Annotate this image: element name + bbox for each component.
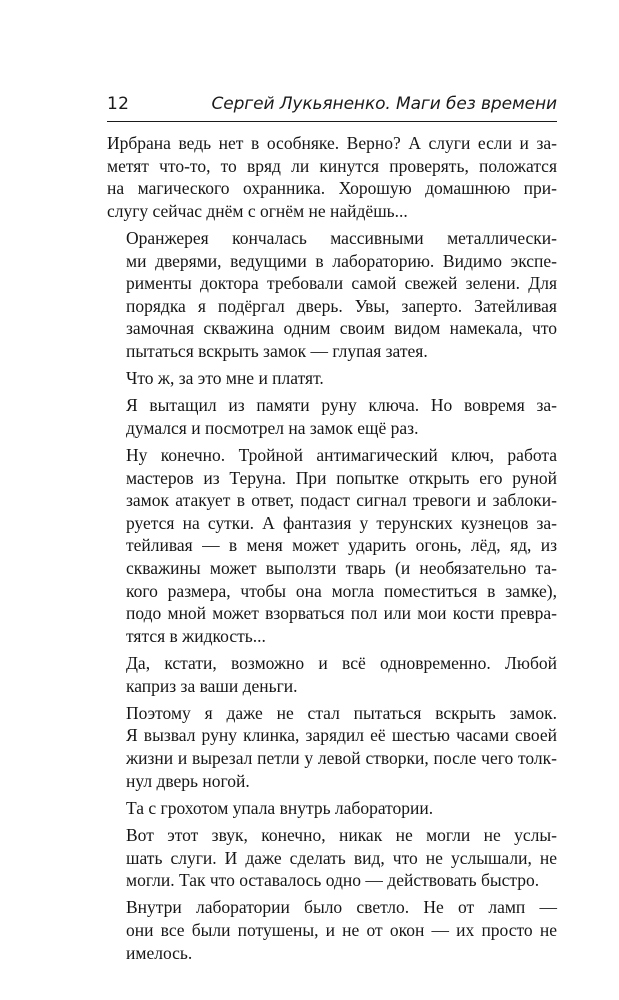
text-line: каприз за ваши деньги. bbox=[126, 675, 298, 696]
text-line: нул дверь ногой. bbox=[126, 770, 250, 791]
text-line: могли. Так что оставалось одно — действовать быстро. bbox=[126, 870, 540, 891]
running-title: Сергей Лукьяненко. Маги без времени bbox=[211, 94, 557, 114]
text-line: жизни и вырезал петли у левой створки, после чего толк- bbox=[126, 748, 557, 768]
text-line: ми дверями, ведущими в лабораторию. Видимо экспе- bbox=[126, 250, 557, 271]
text-line: они все были потушены, и не от окон — их просто не bbox=[126, 919, 557, 940]
text-line: тейливая — в меня может ударить огонь, лёд, яд, из bbox=[126, 535, 557, 556]
text-line: Что ж, за это мне и платят. bbox=[126, 368, 324, 389]
page-number: 12 bbox=[107, 94, 130, 114]
paragraph bbox=[107, 702, 557, 792]
text-line: подо мной может взорваться пол или мои кости превра- bbox=[126, 603, 557, 624]
text-line: метят что-то, то вряд ли кинутся проверять, положатся bbox=[107, 155, 557, 176]
text-line: руется на сутки. А фантазия у терунских кузнецов за- bbox=[126, 512, 557, 533]
paragraph bbox=[107, 367, 557, 390]
paragraph bbox=[107, 896, 557, 964]
text-line: Ирбрана ведь нет в особняке. Верно? А слуги если и за- bbox=[107, 133, 557, 153]
text-line: думался и посмотрел на замок ещё раз. bbox=[126, 417, 419, 438]
text-line: на магического охранника. Хорошую домашнюю при- bbox=[107, 178, 557, 199]
text-line: мастеров из Теруна. При попытке открыть его руной bbox=[126, 467, 557, 488]
text-line: Я вызвал руну клинка, зарядил её шестью часами своей bbox=[126, 725, 557, 746]
text-line: скважины может выползти тварь (и необязательно та- bbox=[126, 558, 557, 579]
body-text bbox=[107, 132, 557, 969]
text-line: кого размера, чтобы она могла поместиться в замке), bbox=[126, 580, 557, 601]
text-line: Оранжерея кончалась массивными металлически- bbox=[126, 227, 557, 248]
text-line: пытаться вскрыть замок — глупая затея. bbox=[126, 340, 428, 361]
text-line: Да, кстати, возможно и всё одновременно. Любой bbox=[126, 653, 557, 674]
paragraph bbox=[107, 652, 557, 697]
paragraph bbox=[107, 797, 557, 820]
paragraph bbox=[107, 132, 557, 222]
text-line: шать слуги. И даже сделать вид, что не услышали, не bbox=[126, 847, 557, 868]
paragraph bbox=[107, 394, 557, 439]
text-line: Я вытащил из памяти руну ключа. Но вовремя за- bbox=[126, 395, 557, 416]
text-line: замочная скважина одним своим видом намекала, что bbox=[126, 318, 557, 339]
text-line: Ну конечно. Тройной антимагический ключ, работа bbox=[126, 445, 557, 466]
text-line: рименты доктора требовали самой свежей зелени. Для bbox=[126, 273, 557, 294]
paragraph bbox=[107, 824, 557, 892]
paragraph bbox=[107, 227, 557, 363]
text-line: Поэтому я даже не стал пытаться вскрыть замок. bbox=[126, 702, 557, 723]
running-header bbox=[107, 92, 557, 118]
text-line: Та с грохотом упала внутрь лаборатории. bbox=[126, 797, 434, 818]
text-line: Вот этот звук, конечно, никак не могли не услы- bbox=[126, 824, 557, 845]
text-line: тятся в жидкость... bbox=[126, 625, 266, 646]
text-line: замок атакует в ответ, подаст сигнал тревоги и заблоки- bbox=[126, 490, 557, 511]
text-line: имелось. bbox=[126, 942, 193, 963]
text-line: слугу сейчас днём с огнём не найдёшь... bbox=[107, 200, 408, 221]
text-line: порядка я подёргал дверь. Увы, заперто. Затейливая bbox=[126, 295, 557, 316]
paragraph bbox=[107, 444, 557, 647]
text-line: Внутри лаборатории было светло. Не от ламп — bbox=[126, 897, 557, 918]
header-rule bbox=[107, 121, 557, 122]
